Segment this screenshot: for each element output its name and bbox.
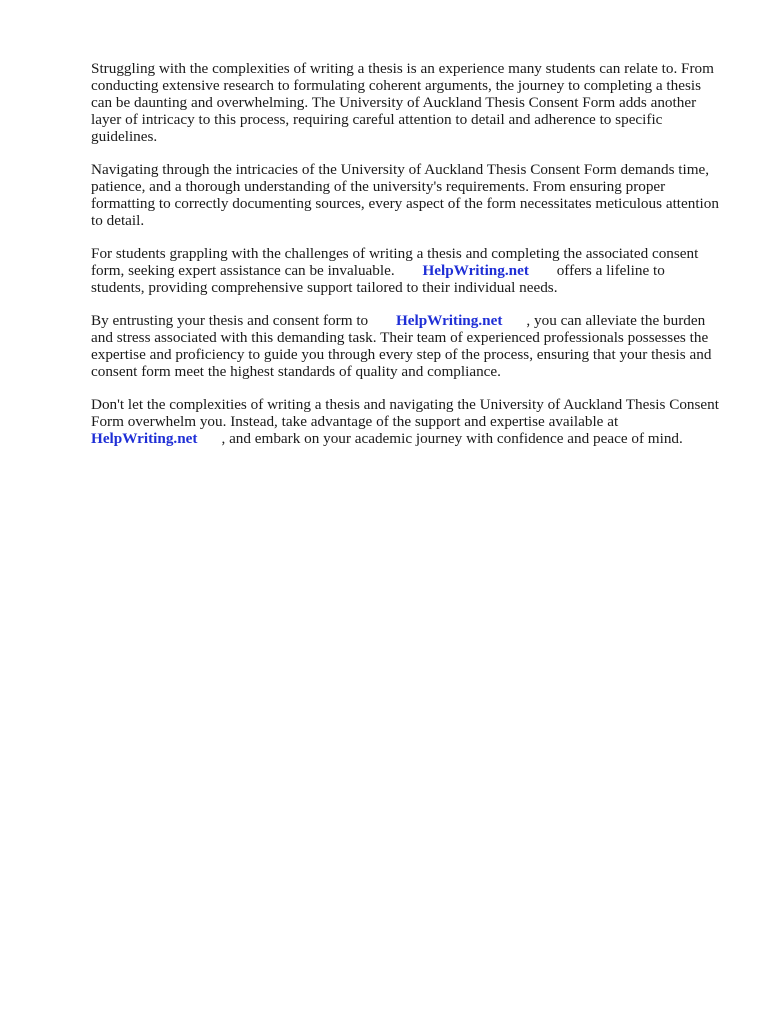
paragraph-expert-assistance-text-before: For students grappling with the challenges of writing a thesis and completing the associated consent form, seeking expert assistance can be invaluable.: [91, 245, 699, 279]
helpwriting-link-2[interactable]: HelpWriting.net: [395, 312, 503, 329]
helpwriting-link-1[interactable]: HelpWriting.net: [422, 262, 529, 279]
document-body: [91, 60, 719, 463]
paragraph-entrusting-text-after: , you can alleviate the burden and stress associated with this demanding task. Their team of experienced professionals possesses the expertise and proficiency to guide you through every step of the process, ensuring that your thesis and consent form meet the highest standards of quality and compliance.: [91, 312, 712, 380]
paragraph-conclusion: [91, 396, 719, 447]
helpwriting-link-3[interactable]: HelpWriting.net: [91, 430, 198, 447]
paragraph-conclusion-text-before: Don't let the complexities of writing a thesis and navigating the University of Auckland Thesis Consent Form overwhelm you. Instead, take advantage of the support and expertise available at: [91, 396, 719, 430]
paragraph-entrusting: [91, 312, 719, 380]
paragraph-navigating: [91, 161, 719, 229]
paragraph-navigating-text: Navigating through the intricacies of the University of Auckland Thesis Consent Form demands time, patience, and a thorough understanding of the university's requirements. From ensuring proper formatting to correctly documenting sources, every aspect of the form necessitates meticulous attention to detail.: [91, 161, 719, 229]
paragraph-expert-assistance-text-after: offers a lifeline to students, providing comprehensive support tailored to their individual needs.: [91, 262, 665, 296]
paragraph-conclusion-text-after: , and embark on your academic journey with confidence and peace of mind.: [221, 430, 683, 447]
paragraph-expert-assistance: [91, 245, 719, 296]
paragraph-intro-text: Struggling with the complexities of writing a thesis is an experience many students can relate to. From conducting extensive research to formulating coherent arguments, the journey to completing a thesis can be daunting and overwhelming. The University of Auckland Thesis Consent Form adds another layer of intricacy to this process, requiring careful attention to detail and adherence to specific guidelines.: [91, 60, 714, 145]
paragraph-intro: [91, 60, 719, 145]
paragraph-entrusting-text-before: By entrusting your thesis and consent form to: [91, 312, 369, 329]
